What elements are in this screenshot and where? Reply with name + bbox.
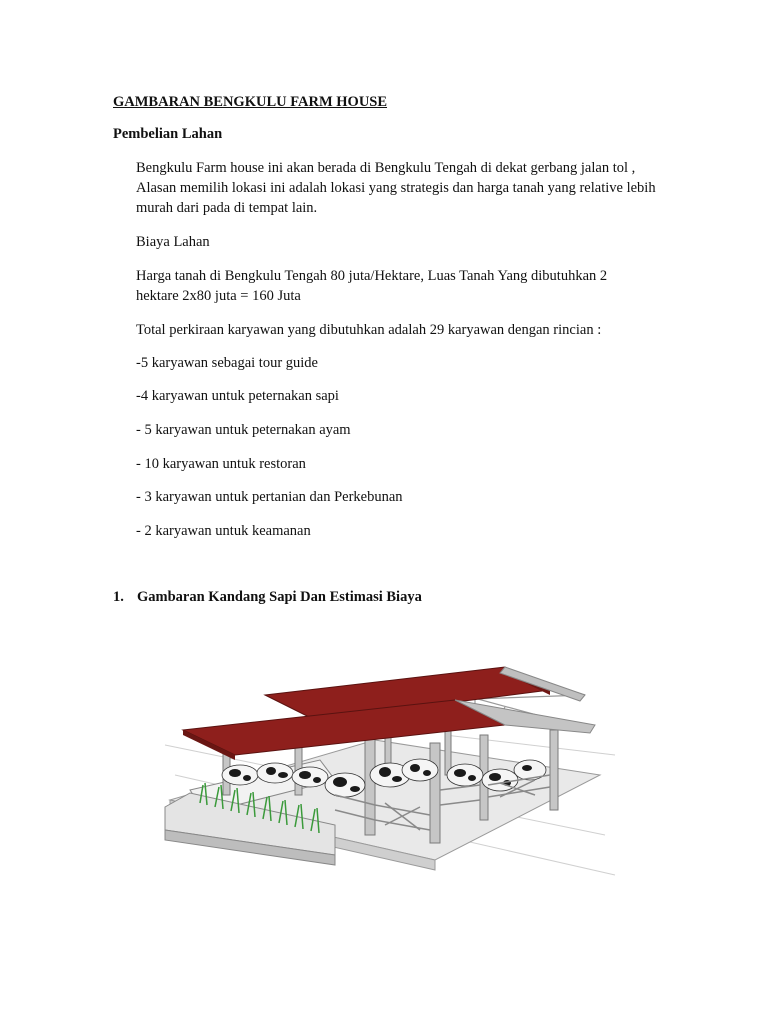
staff-list-item: -5 karyawan sebagai tour guide — [136, 355, 318, 371]
paragraph-line: hektare 2x80 juta = 160 Juta — [136, 288, 301, 304]
paragraph-line: Bengkulu Farm house ini akan berada di Bengkulu Tengah di dekat gerbang jalan tol , — [136, 160, 636, 176]
section-number: 1. — [113, 589, 124, 605]
section-heading — [113, 587, 422, 607]
paragraph-line: murah dari pada di tempat lain. — [136, 200, 318, 216]
paragraph-line: Harga tanah di Bengkulu Tengah 80 juta/Hektare, Luas Tanah Yang dibutuhkan 2 — [136, 268, 608, 284]
document-title: GAMBARAN BENGKULU FARM HOUSE — [113, 94, 388, 110]
staff-list-item: - 2 karyawan untuk keamanan — [136, 523, 311, 539]
subheading-pembelian-lahan: Pembelian Lahan — [113, 126, 223, 142]
total-karyawan-text: Total perkiraan karyawan yang dibutuhkan adalah 29 karyawan dengan rincian : — [136, 322, 602, 338]
cow-barn-illustration — [145, 625, 625, 915]
staff-list-item: - 3 karyawan untuk pertanian dan Perkebunan — [136, 489, 403, 505]
section-title: Gambaran Kandang Sapi Dan Estimasi Biaya — [137, 589, 422, 605]
cow-barn-image — [145, 625, 625, 915]
staff-list-item: - 10 karyawan untuk restoran — [136, 456, 306, 472]
staff-list-item: -4 karyawan untuk peternakan sapi — [136, 388, 339, 404]
biaya-lahan-label: Biaya Lahan — [136, 234, 210, 250]
location-paragraph — [136, 158, 696, 218]
staff-list-item: - 5 karyawan untuk peternakan ayam — [136, 422, 351, 438]
paragraph-line: Alasan memilih lokasi ini adalah lokasi yang strategis dan harga tanah yang relative lebih — [136, 180, 656, 196]
harga-tanah-paragraph — [136, 266, 696, 306]
